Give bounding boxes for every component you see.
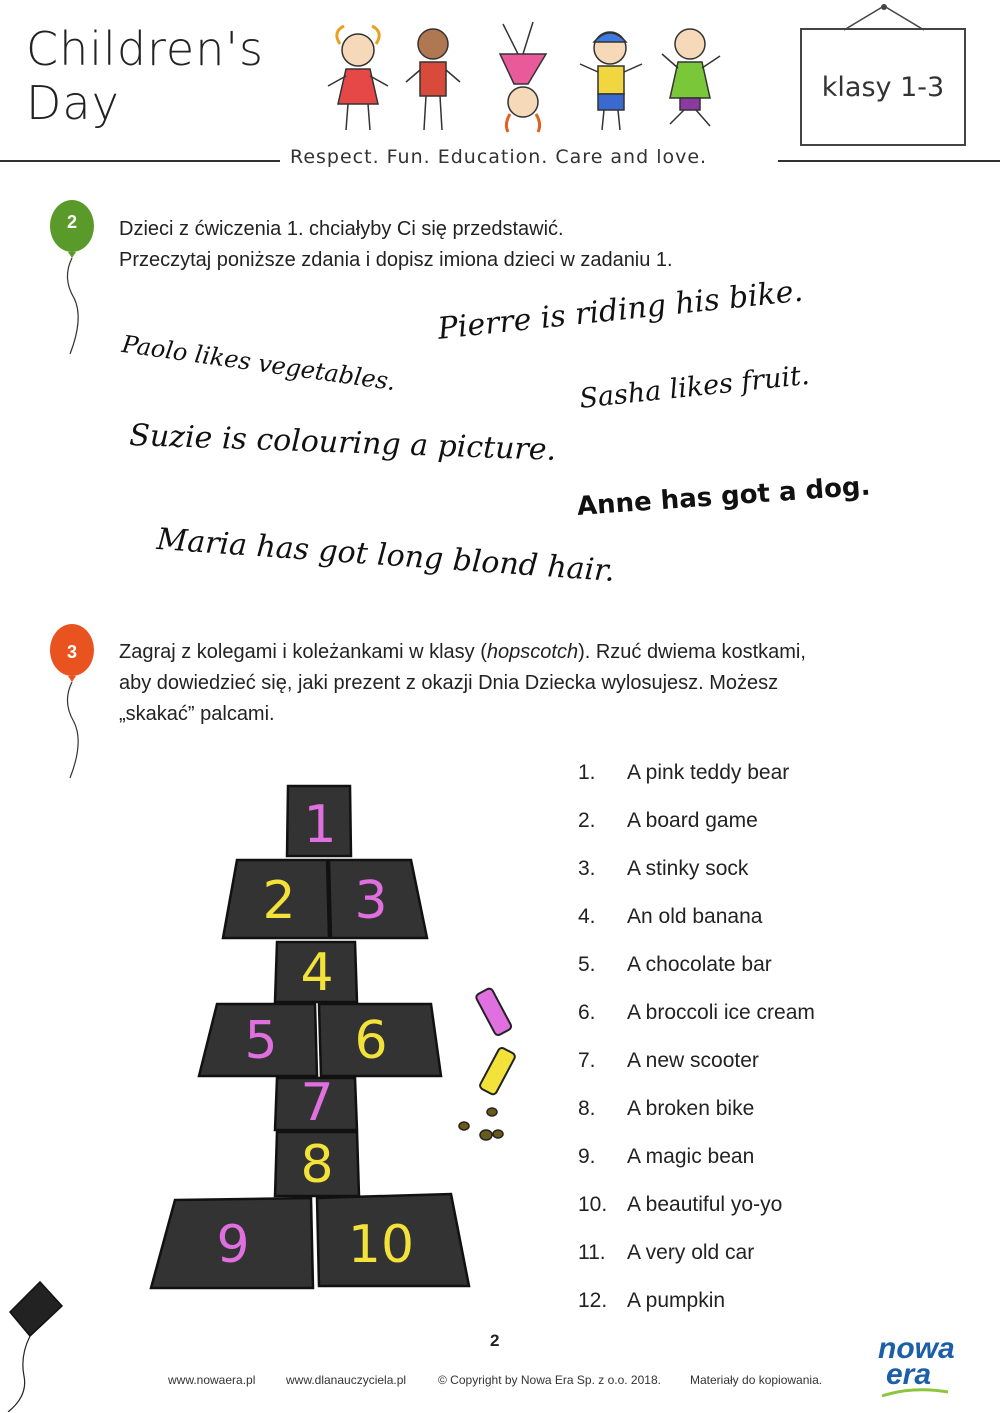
hopscotch-number: 4 bbox=[300, 943, 334, 1003]
footer-link-nowaera[interactable]: www.nowaera.pl bbox=[168, 1373, 256, 1387]
list-item: 9. A magic bean bbox=[578, 1145, 755, 1168]
hopscotch-number: 2 bbox=[262, 871, 296, 931]
child-figure-upside-down-girl bbox=[500, 22, 546, 132]
copyright: © Copyright by Nowa Era Sp. z o.o. 2018. bbox=[438, 1373, 661, 1387]
sentence: Anne has got a dog. bbox=[576, 471, 872, 522]
hopscotch-number: 3 bbox=[354, 871, 388, 931]
copy-note: Materiały do kopiowania. bbox=[690, 1373, 823, 1387]
list-item: 11. A very old car bbox=[578, 1241, 755, 1264]
hopscotch-number: 6 bbox=[354, 1011, 388, 1071]
list-item: 12. A pumpkin bbox=[578, 1289, 726, 1312]
logo-swoosh bbox=[880, 1388, 950, 1400]
hopscotch-number: 1 bbox=[303, 795, 337, 855]
hopscotch-number: 10 bbox=[347, 1215, 415, 1275]
hopscotch-number: 8 bbox=[300, 1135, 334, 1195]
prize-list bbox=[578, 757, 815, 1333]
page-number: 2 bbox=[490, 1331, 500, 1350]
list-item: 6. A broccoli ice cream bbox=[578, 1001, 815, 1024]
child-figure-boy-blue-cap bbox=[580, 32, 642, 130]
hopscotch-grid bbox=[145, 780, 475, 1300]
hopscotch-number: 5 bbox=[244, 1011, 278, 1071]
page-title: Children's Day bbox=[26, 22, 265, 130]
sentence: Sasha likes fruit. bbox=[578, 359, 811, 415]
kite-icon bbox=[0, 1262, 70, 1412]
list-item: 4. An old banana bbox=[578, 905, 763, 928]
list-item: 7. A new scooter bbox=[578, 1049, 759, 1072]
slogan: Respect. Fun. Education. Care and love. bbox=[290, 146, 708, 168]
list-item: 1. A pink teddy bear bbox=[578, 761, 790, 784]
sentence: Suzie is colouring a picture. bbox=[128, 418, 557, 468]
list-item: 10. A beautiful yo-yo bbox=[578, 1193, 783, 1216]
grade-sign bbox=[800, 28, 966, 146]
sentence: Maria has got long blond hair. bbox=[155, 522, 616, 589]
header-divider-left bbox=[0, 160, 280, 162]
sentence: Paolo likes vegetables. bbox=[120, 330, 398, 397]
list-item: 5. A chocolate bar bbox=[578, 953, 772, 976]
list-item: 8. A broken bike bbox=[578, 1097, 755, 1120]
exercise-number: 2 bbox=[66, 212, 77, 232]
list-item: 3. A stinky sock bbox=[578, 857, 749, 880]
hopscotch-number: 9 bbox=[216, 1215, 250, 1275]
chalk-icon bbox=[450, 980, 530, 1150]
children-illustration bbox=[318, 14, 748, 136]
child-figure-girl-red-dress bbox=[328, 26, 388, 130]
sentence: Pierre is riding his bike. bbox=[436, 273, 805, 347]
list-item: 2. A board game bbox=[578, 809, 758, 832]
hopscotch-number: 7 bbox=[300, 1073, 334, 1133]
exercise-2-instructions: Dzieci z ćwiczenia 1. chciałyby Ci się przedstawić. Przeczytaj poniższe zdania i dopisz imiona dzieci w zadaniu 1. bbox=[119, 218, 673, 271]
child-figure-boy-overalls bbox=[406, 29, 460, 130]
child-figure-girl-green-dress bbox=[662, 29, 720, 126]
exercise-number: 3 bbox=[66, 642, 77, 662]
nowa-era-logo: nowa era bbox=[878, 1332, 955, 1391]
header-divider-right bbox=[778, 160, 1000, 162]
exercise-3-instructions: Zagraj z kolegami i koleżankami w klasy (hopscotch). Rzuć dwiema kostkami, aby dowiedzieć się, jaki prezent z okazji Dnia Dziecka wylosujesz. Możesz „skakać” palcami. bbox=[119, 641, 806, 725]
sign-hanger bbox=[840, 2, 930, 32]
footer-link-dlanauczyciela[interactable]: www.dlanauczyciela.pl bbox=[286, 1373, 407, 1387]
grade-label: klasy 1-3 bbox=[821, 72, 945, 103]
